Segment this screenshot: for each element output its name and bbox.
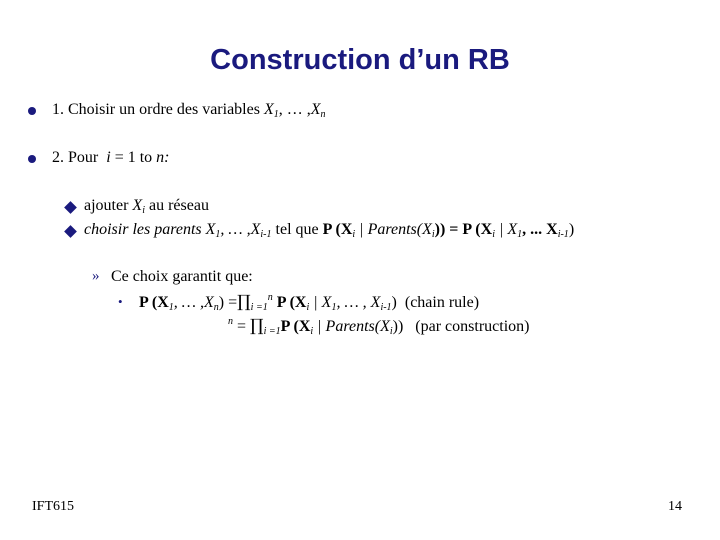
bullet-2: 2. Pour i = 1 to n: <box>52 149 170 166</box>
diamond-bullet-icon <box>64 201 77 214</box>
course-code: IFT615 <box>32 499 74 514</box>
diamond-bullet-icon <box>64 225 77 238</box>
sub-bullet-parents: choisir les parents $X_1$, … $,X_{i-1}$ tel que P ($X_i$ | $Parents(X_i)) = P$ ($X_i$ | $X_1$, ... $X_{i-1}$) <box>84 221 575 240</box>
raquo-bullet-icon: » <box>92 268 100 284</box>
small-dot-bullet-icon: • <box>118 294 123 309</box>
slide-title: Construction d’un RB <box>210 44 510 76</box>
chain-rule-formula: P ($X_1$, … $,X_n$) $=\prod_{i =1}^n$ P ($X_i$ | $X_1$, … , $X_{i-1}$) (chain rule) <box>139 292 480 313</box>
bullet-dot-icon <box>28 155 36 163</box>
bullet-dot-icon <box>28 107 36 115</box>
sub-bullet-add: ajouter $X_i$ au réseau <box>84 197 209 216</box>
bullet-1: 1. Choisir un ordre des variables $X_1$, … $,X_n$ <box>52 101 326 120</box>
page-number: 14 <box>668 499 682 514</box>
level3-guarantee: Ce choix garantit que: <box>111 268 253 285</box>
construction-formula: $^n = \prod_{i =1}P$ ($X_i$ | $Parents(X_i)$) (par construction) <box>228 316 530 337</box>
